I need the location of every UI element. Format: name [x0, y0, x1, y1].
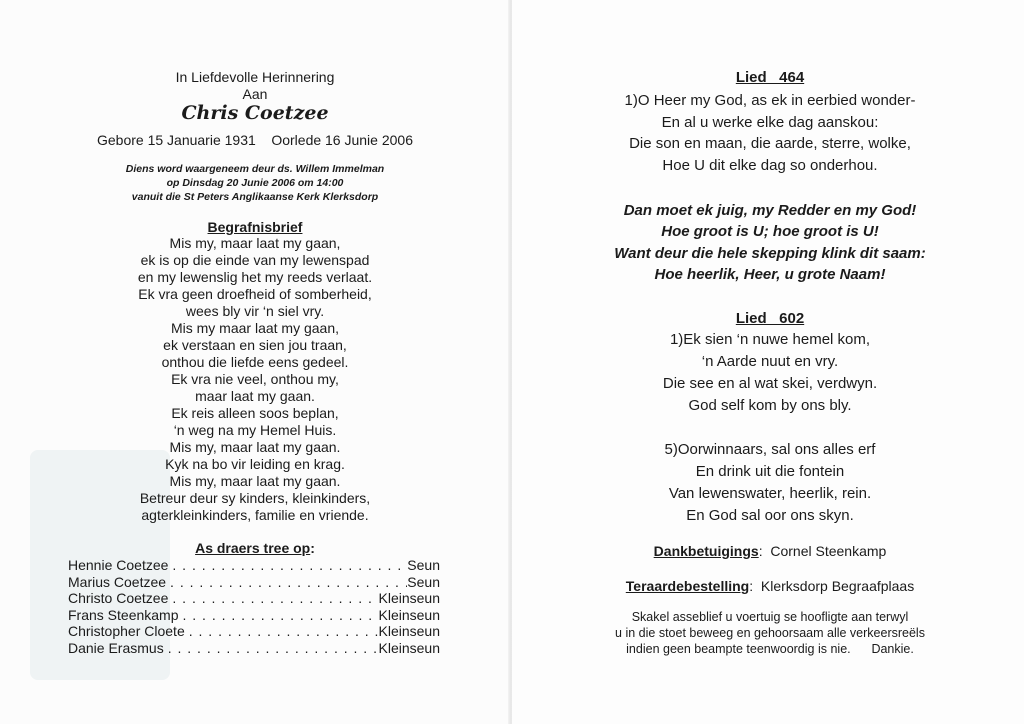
leader-dots	[179, 607, 379, 623]
service-line: op Dinsdag 20 Junie 2006 om 14:00	[166, 177, 344, 189]
poem-line: Ek vra geen droefheid of somberheid,	[138, 286, 372, 302]
service-line: vanuit die St Peters Anglikaanse Kerk Klerksdorp	[131, 191, 379, 203]
bearer-row	[68, 590, 440, 606]
verse-line: En drink uit die fontein	[695, 463, 845, 480]
poem-line: Mis my, maar laat my gaan.	[169, 439, 341, 455]
poem-line: Ek reis alleen soos beplan,	[171, 405, 339, 421]
bearer-relation: Kleinseun	[378, 590, 440, 607]
verse-line: ‘n Aarde nuut en vry.	[701, 353, 839, 370]
verse-line: Die son en maan, die aarde, sterre, wolke,	[629, 135, 911, 152]
notice-line: indien geen beampte teenwoordig is nie. Dankie.	[626, 642, 914, 656]
verse-line: En God sal oor ons skyn.	[686, 507, 854, 524]
verse-line: 5)Oorwinnaars, sal ons alles erf	[664, 441, 876, 458]
poem-line: wees bly vir ‘n siel vry.	[185, 303, 325, 319]
poem-line: en my lewenslig het my reeds verlaat.	[137, 269, 373, 285]
bearer-name: Marius Coetzee	[68, 573, 167, 590]
notice-line: u in die stoet beweeg en gehoorsaam alle verkeersreëls	[615, 626, 925, 640]
memorial-heading-aan: Aan	[242, 86, 268, 102]
bearer-row	[68, 557, 440, 573]
chorus-line: Want deur die hele skepping klink dit saam:	[614, 244, 926, 262]
chorus-line: Dan moet ek juig, my Redder en my God!	[623, 202, 917, 219]
bearer-row	[68, 623, 440, 639]
bearer-name: Frans Steenkamp	[68, 606, 179, 623]
bearer-name: Danie Erasmus	[68, 640, 164, 656]
bearer-row	[68, 574, 440, 590]
bearer-row	[68, 640, 440, 656]
deceased-name: Chris Coetzee	[181, 102, 329, 124]
left-page	[0, 0, 510, 724]
bearer-relation: Kleinseun	[378, 640, 440, 656]
bearer-row	[68, 607, 440, 623]
bearers-title: As draers tree op:	[195, 540, 315, 556]
verse-line: Van lewenswater, heerlik, rein.	[668, 485, 872, 502]
notice-line: Skakel asseblief u voertuig se hoofligte aan terwyl	[631, 610, 909, 624]
hymn-602-title: Lied 602	[735, 310, 805, 327]
poem-line: Mis my, maar laat my gaan.	[169, 473, 341, 489]
verse-line: 1)Ek sien ‘n nuwe hemel kom,	[669, 331, 871, 348]
poem-line: Mis my, maar laat my gaan,	[169, 235, 341, 251]
poem-line: Kyk na bo vir leiding en krag.	[165, 456, 345, 472]
chorus-line: Hoe groot is U; hoe groot is U!	[661, 223, 879, 241]
poem-line: Betreur deur sy kinders, kleinkinders,	[139, 490, 371, 506]
leader-dots	[168, 590, 378, 606]
leader-dots	[166, 574, 407, 590]
chorus-line: Hoe heerlik, Heer, u grote Naam!	[654, 265, 886, 283]
poem-line: ‘n weg na my Hemel Huis.	[173, 422, 337, 438]
bearer-name: Christopher Cloete	[68, 623, 185, 640]
bearer-relation: Kleinseun	[378, 606, 440, 623]
verse-line: Die see en al wat skei, verdwyn.	[662, 375, 878, 392]
birth-death-dates: Gebore 15 Januarie 1931 Oorlede 16 Junie 2006	[96, 132, 413, 148]
burial-line: Teraardebestelling: Klerksdorp Begraafplaas	[625, 578, 915, 594]
poem-line: maar laat my gaan.	[195, 388, 315, 404]
poem-line: onthou die liefde eens gedeel.	[161, 354, 349, 370]
poem-title: Begrafnisbrief	[207, 219, 303, 235]
leader-dots	[164, 640, 379, 656]
poem-line: agterkleinkinders, familie en vriende.	[141, 507, 369, 523]
memorial-heading: In Liefdevolle Herinnering	[175, 69, 335, 85]
poem-line: Mis my maar laat my gaan,	[170, 320, 340, 336]
verse-line: En al u werke elke dag aanskou:	[661, 113, 879, 131]
verse-line: Hoe U dit elke dag so onderhou.	[662, 156, 878, 174]
bearer-name: Hennie Coetzee	[68, 557, 169, 573]
right-page	[512, 0, 1024, 724]
poem-line: ek is op die einde van my lewenspad	[140, 252, 370, 268]
poem-line: Ek vra nie veel, onthou my,	[171, 371, 339, 387]
bearer-relation: Seun	[407, 557, 440, 573]
leader-dots	[168, 557, 407, 573]
hymn-464-title: Lied 464	[735, 69, 805, 86]
bearer-name: Christo Coetzee	[68, 590, 169, 607]
bearer-relation: Kleinseun	[378, 623, 440, 640]
verse-line: God self kom by ons bly.	[688, 397, 852, 414]
service-line: Diens word waargeneem deur ds. Willem Immelman	[125, 163, 385, 175]
leader-dots	[185, 623, 379, 639]
poem-line: ek verstaan en sien jou traan,	[163, 337, 347, 353]
bearer-relation: Seun	[407, 573, 440, 590]
thanks-line: Dankbetuigings: Cornel Steenkamp	[653, 543, 887, 559]
verse-line: 1)O Heer my God, as ek in eerbied wonder-	[624, 92, 916, 109]
